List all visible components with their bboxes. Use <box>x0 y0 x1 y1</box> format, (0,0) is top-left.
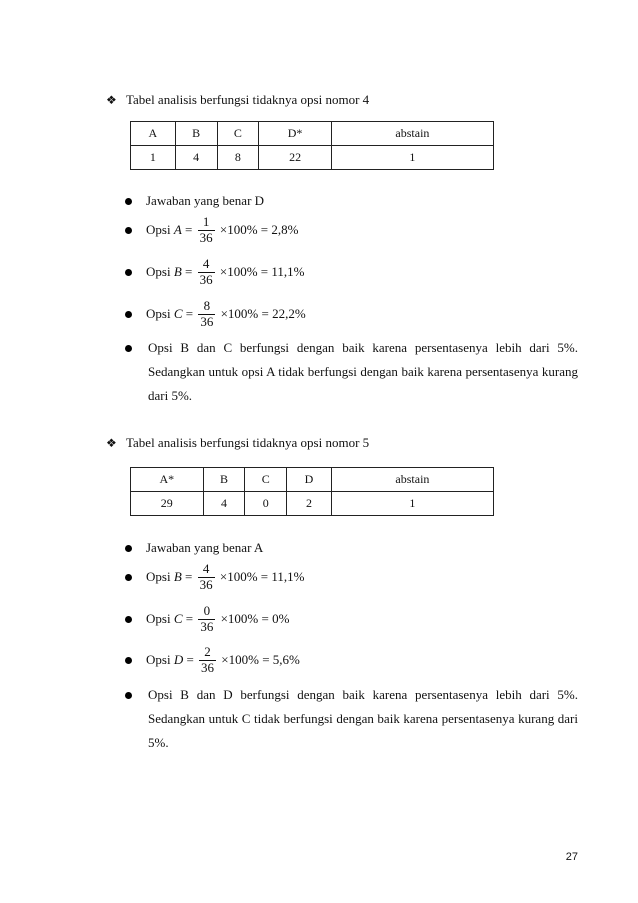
table-header-cell: C <box>217 122 259 146</box>
fraction <box>198 299 215 330</box>
table-header-cell: B <box>175 122 217 146</box>
diamond-bullet-icon: ❖ <box>106 436 117 450</box>
fraction-numerator: 4 <box>202 561 210 576</box>
fraction-numerator: 2 <box>204 644 211 659</box>
formula-operator: = <box>181 264 196 280</box>
fraction <box>198 215 215 246</box>
bullet-icon <box>125 616 132 623</box>
table-header-cell: B <box>203 468 245 492</box>
conclusion-paragraph: Opsi B dan C berfungsi dengan baik karena persentasenya lebih dari 5%. Sedangkan untuk opsi A tidak berfungsi dengan baik karena persentasenya kurang dari 5%. <box>148 340 578 403</box>
table-header-row <box>131 468 494 492</box>
fraction-denominator: 36 <box>199 229 213 245</box>
formula-prefix: Opsi <box>146 222 174 238</box>
option-table <box>130 467 494 516</box>
fraction <box>198 604 215 635</box>
formula-prefix: Opsi <box>146 569 174 585</box>
answer-text: Jawaban yang benar D <box>146 193 265 208</box>
formula <box>146 257 304 288</box>
formula-item <box>125 257 304 288</box>
fraction-denominator: 36 <box>199 271 213 287</box>
table-cell: 22 <box>259 146 332 170</box>
section-heading <box>106 92 369 108</box>
table-cell: 8 <box>217 146 259 170</box>
table-header-cell: A* <box>131 468 204 492</box>
table-cell: 1 <box>331 492 493 516</box>
bullet-icon <box>125 545 132 552</box>
bullet-icon <box>125 657 132 664</box>
formula-item <box>125 562 304 593</box>
bullet-icon <box>125 341 146 352</box>
table-cell: 4 <box>175 146 217 170</box>
formula-prefix: Opsi <box>146 611 174 627</box>
formula-item <box>125 215 298 246</box>
option-table <box>130 121 494 170</box>
formula <box>146 299 306 330</box>
formula <box>146 604 289 635</box>
formula-result: ×100% = 0% <box>217 611 290 627</box>
bullet-icon <box>125 198 132 205</box>
section-title: Tabel analisis berfungsi tidaknya opsi nomor 5 <box>126 435 370 450</box>
table-header-row <box>131 122 494 146</box>
formula-variable: C <box>173 611 183 627</box>
table-header-cell: abstain <box>331 468 493 492</box>
conclusion-paragraph: Opsi B dan D berfungsi dengan baik karena persentasenya lebih dari 5%. Sedangkan untuk C tidak berfungsi dengan baik karena persentasenya kurang dari 5%. <box>148 687 578 750</box>
formula-item <box>125 604 289 635</box>
formula-result: ×100% = 5,6% <box>218 652 300 668</box>
formula <box>146 215 298 246</box>
fraction <box>198 257 215 288</box>
fraction-numerator: 8 <box>203 298 211 313</box>
fraction-denominator: 36 <box>199 576 213 592</box>
table-header-cell: C <box>245 468 287 492</box>
table-cell: 2 <box>287 492 332 516</box>
table-cell: 1 <box>331 146 493 170</box>
formula <box>146 562 304 593</box>
table-header-cell: A <box>131 122 176 146</box>
formula-result: ×100% = 11,1% <box>216 569 305 585</box>
section-heading <box>106 435 369 451</box>
formula-operator: = <box>183 652 198 668</box>
fraction-denominator: 36 <box>200 618 214 634</box>
table-cell: 0 <box>245 492 287 516</box>
bullet-icon <box>125 269 132 276</box>
table-header-cell: D <box>287 468 332 492</box>
fraction-denominator: 36 <box>200 313 214 329</box>
table-cell: 29 <box>131 492 204 516</box>
list-item <box>125 193 264 209</box>
table-header-cell: D* <box>259 122 332 146</box>
fraction-numerator: 4 <box>202 256 210 271</box>
bullet-icon <box>125 688 146 699</box>
fraction <box>199 645 216 676</box>
table-cell: 4 <box>203 492 245 516</box>
bullet-icon <box>125 574 132 581</box>
fraction <box>198 562 215 593</box>
fraction-numerator: 0 <box>203 603 211 618</box>
answer-text: Jawaban yang benar A <box>146 540 264 555</box>
formula-variable: C <box>173 306 183 322</box>
formula-item <box>125 299 306 330</box>
formula-operator: = <box>182 306 197 322</box>
formula-operator: = <box>181 569 196 585</box>
formula-variable: B <box>173 569 182 585</box>
formula-prefix: Opsi <box>146 306 174 322</box>
bullet-icon <box>125 227 132 234</box>
fraction-denominator: 36 <box>201 659 215 675</box>
formula-prefix: Opsi <box>146 264 174 280</box>
formula-variable: B <box>173 264 182 280</box>
table-row <box>131 146 494 170</box>
formula-item <box>125 645 300 676</box>
formula-operator: = <box>181 222 196 238</box>
table-header-cell: abstain <box>331 122 493 146</box>
formula <box>146 645 300 676</box>
formula-result: ×100% = 22,2% <box>217 306 306 322</box>
section-title: Tabel analisis berfungsi tidaknya opsi nomor 4 <box>126 92 370 107</box>
list-item <box>125 540 263 556</box>
formula-result: ×100% = 11,1% <box>216 264 305 280</box>
formula-result: ×100% = 2,8% <box>216 222 299 238</box>
fraction-numerator: 1 <box>202 214 210 229</box>
bullet-icon <box>125 311 132 318</box>
diamond-bullet-icon: ❖ <box>106 93 117 107</box>
formula-variable: D <box>173 652 184 668</box>
table-row <box>131 492 494 516</box>
table-cell: 1 <box>131 146 176 170</box>
formula-operator: = <box>182 611 197 627</box>
formula-variable: A <box>173 222 182 238</box>
page-number: 27 <box>565 851 578 863</box>
formula-prefix: Opsi <box>146 652 174 668</box>
